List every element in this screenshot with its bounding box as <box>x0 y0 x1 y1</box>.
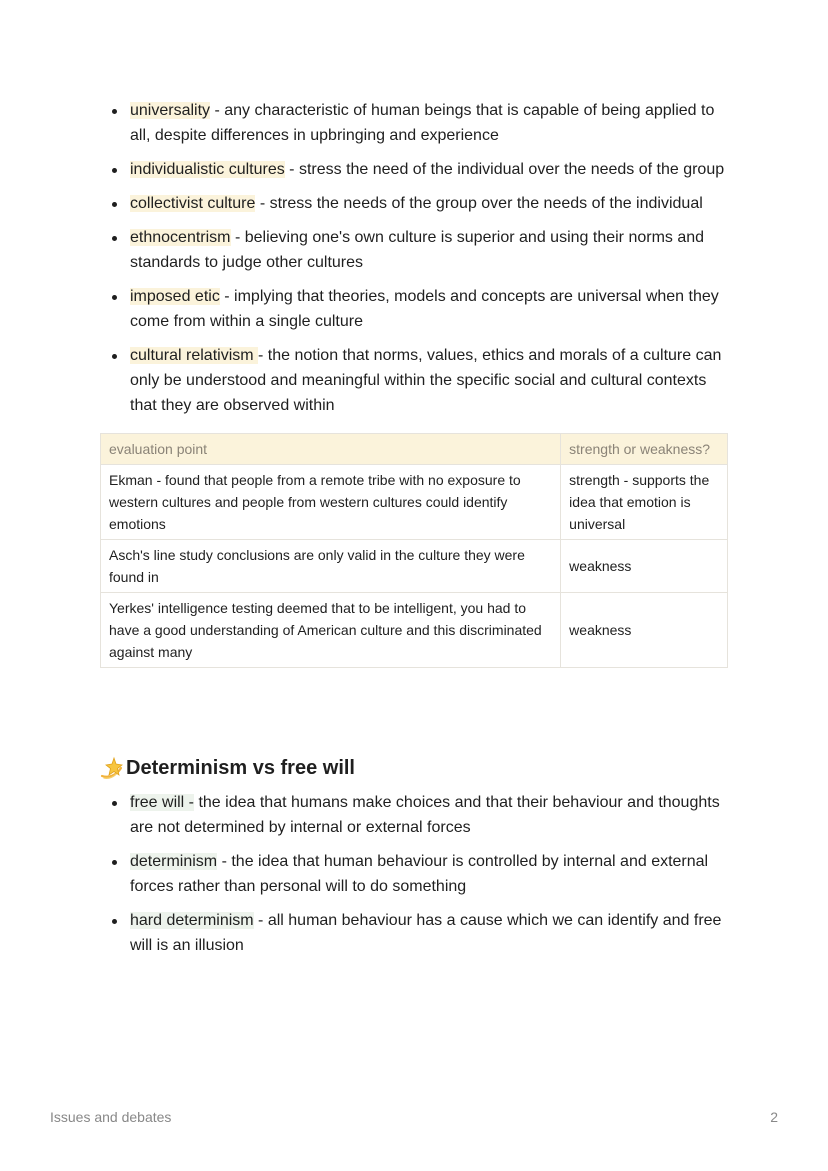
term-definition: - the notion that norms, values, ethics and morals of a culture can only be understood and meaningful within the specific social and cultural contexts that they are observed within <box>130 347 722 414</box>
section-heading <box>100 754 728 782</box>
table-cell: Ekman - found that people from a remote tribe with no exposure to western cultures and people from western cultures could identify emotions <box>101 465 561 540</box>
table-cell: strength - supports the idea that emotion is universal <box>561 465 728 540</box>
table-row <box>101 465 728 540</box>
table-cell: Yerkes' intelligence testing deemed that to be intelligent, you had to have a good understanding of American culture and this discriminated against many <box>101 593 561 668</box>
column-header-evaluation-point: evaluation point <box>101 434 561 465</box>
term-highlight: imposed etic <box>130 288 220 305</box>
term-definition: - the idea that human behaviour is controlled by internal and external forces rather than personal will to do something <box>130 853 709 895</box>
bullet-icon <box>112 109 117 114</box>
page-content <box>100 98 728 967</box>
bullet-icon <box>112 236 117 241</box>
bullet-icon <box>112 860 117 865</box>
footer-document-title: Issues and debates <box>50 1109 172 1125</box>
section-title: Determinism vs free will <box>126 757 355 779</box>
table-cell: Asch's line study conclusions are only valid in the culture they were found in <box>101 540 561 593</box>
footer-page-number: 2 <box>770 1109 778 1125</box>
list-item <box>100 790 728 840</box>
term-highlight: determinism <box>130 853 218 870</box>
list-item <box>100 849 728 899</box>
term-definition: - stress the need of the individual over the needs of the group <box>284 161 725 178</box>
term-highlight: cultural relativism <box>130 347 259 364</box>
term-definition: - all human behaviour has a cause which we can identify and free will is an illusion <box>130 912 722 954</box>
table-row <box>101 593 728 668</box>
term-highlight: universality <box>130 102 211 119</box>
term-definition: - believing one's own culture is superior and using their norms and standards to judge other cultures <box>130 229 705 271</box>
term-highlight: hard determinism <box>130 912 254 929</box>
bullet-icon <box>112 801 117 806</box>
term-highlight: collectivist culture <box>130 195 256 212</box>
bullet-icon <box>112 168 117 173</box>
term-definition: the idea that humans make choices and that their behaviour and thoughts are not determined by internal or external forces <box>130 794 720 836</box>
term-highlight: free will - <box>130 794 195 811</box>
dizzy-star-icon <box>100 756 124 780</box>
list-item <box>100 157 728 182</box>
bullet-icon <box>112 295 117 300</box>
terms-list-determinism <box>100 790 728 958</box>
term-highlight: individualistic cultures <box>130 161 285 178</box>
terms-list-culture <box>100 98 728 418</box>
bullet-icon <box>112 202 117 207</box>
list-item <box>100 343 728 418</box>
bullet-icon <box>112 354 117 359</box>
term-definition: - stress the needs of the group over the needs of the individual <box>255 195 703 212</box>
list-item <box>100 98 728 148</box>
table-row <box>101 540 728 593</box>
term-definition: - any characteristic of human beings that is capable of being applied to all, despite differences in upbringing and experience <box>130 102 715 144</box>
list-item <box>100 284 728 334</box>
term-definition: - implying that theories, models and concepts are universal when they come from within a single culture <box>130 288 719 330</box>
list-item <box>100 191 728 216</box>
table-header-row <box>101 434 728 465</box>
table-cell: weakness <box>561 593 728 668</box>
evaluation-table <box>100 433 728 668</box>
list-item <box>100 908 728 958</box>
bullet-icon <box>112 919 117 924</box>
column-header-strength-weakness: strength or weakness? <box>561 434 728 465</box>
term-highlight: ethnocentrism <box>130 229 231 246</box>
table-cell: weakness <box>561 540 728 593</box>
list-item <box>100 225 728 275</box>
